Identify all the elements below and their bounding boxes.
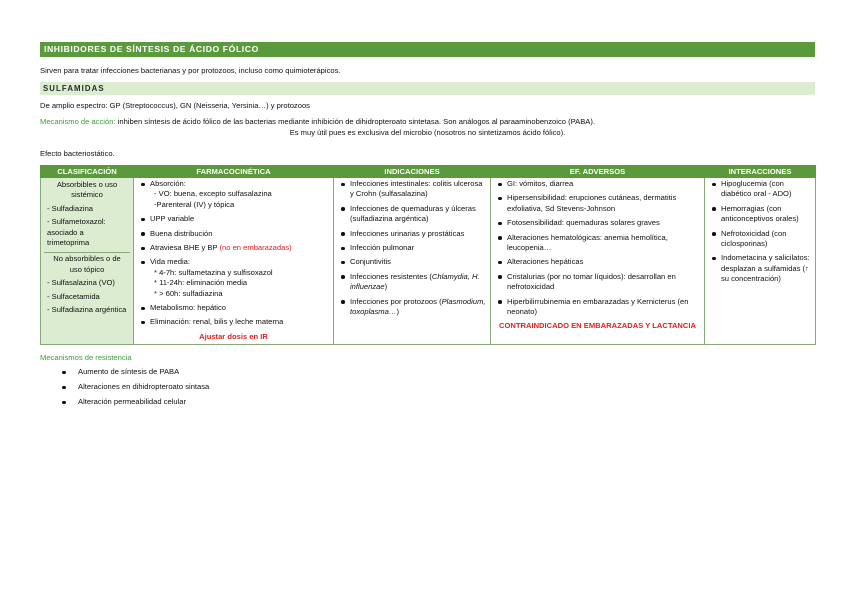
list-item (350, 297, 487, 318)
mechanism-line2: Es muy útil pues es exclusiva del microbio (nosotros no sintetizamos ácido fólico). (289, 128, 566, 137)
list-item: Infecciones urinarias y prostáticas (350, 229, 487, 239)
ind-italic: Plasmodium, toxoplasma… (350, 296, 486, 317)
pk-vida-media: Vida media: (150, 257, 190, 267)
class-item: - Sulfacetamida (47, 291, 100, 301)
list-item: Hemorragias (con anticonceptivos orales) (721, 204, 812, 225)
document-page (40, 42, 815, 412)
header-efectos-adversos: EF. ADVERSOS (491, 166, 705, 178)
list-item: Alteración permeabilidad celular (78, 397, 815, 407)
ind-text: Infecciones por protozoos ( (350, 296, 442, 306)
mechanism-text: inhiben síntesis de ácido fólico de las bacterias mediante inhibición de dihidropteroato sintetasa. Son análogos al paraaminobenzoico (PABA). (115, 117, 595, 126)
adverse-effects-cell (491, 178, 705, 345)
list-item: Infecciones de quemaduras y úlceras (sulfadiazina argéntica) (350, 204, 487, 225)
list-item: GI: vómitos, diarrea (507, 179, 701, 189)
list-item: Conjuntivitis (350, 257, 487, 267)
section-title: SULFAMIDAS (40, 82, 815, 95)
class-item: - Sulfametoxazol: asociado a trimetoprima (47, 217, 106, 248)
page-title: INHIBIDORES DE SÍNTESIS DE ÁCIDO FÓLICO (40, 42, 815, 57)
list-item: Aumento de síntesis de PABA (78, 367, 815, 377)
mechanism-label: Mecanismo de acción: (40, 117, 116, 126)
list-item: Buena distribución (150, 229, 330, 239)
class-item: - Sulfadiazina argéntica (47, 305, 127, 315)
list-item: Eliminación: renal, bilis y leche materna (150, 317, 330, 327)
list-item: Hipersensibilidad: erupciones cutáneas, dermatitis exfoliativa, Sd Stevens-Johnson (507, 193, 701, 214)
list-item: Nefrotoxicidad (con ciclosporinas) (721, 229, 812, 250)
list-item: UPP variable (150, 214, 330, 224)
list-item: Infecciones intestinales: colitis ulcerosa y Crohn (sulfasalazina) (350, 179, 487, 200)
absorbible-heading: Absorbibles o uso sistémico (56, 180, 118, 200)
list-item: Alteraciones hepáticas (507, 257, 701, 267)
list-item: Hipoglucemia (con diabético oral - ADO) (721, 179, 812, 200)
list-item: Indometacina y salicilatos: desplazan a sulfamidas (↑ su concentración) (721, 253, 812, 284)
list-item: Fotosensibilidad: quemaduras solares graves (507, 218, 701, 228)
ind-text: Infecciones resistentes ( (350, 271, 432, 281)
non-absorbible-heading: No absorbibles o de uso tópico (53, 254, 121, 274)
list-item (150, 179, 330, 210)
pk-absorcion: Absorción: (150, 179, 186, 188)
sulfamidas-table (40, 165, 816, 345)
list-item: Hiperbilirrubinemia en embarazadas y Kernicterus (en neonato) (507, 297, 701, 318)
table-row (41, 178, 816, 345)
classification-cell (41, 178, 134, 345)
adjust-dose-note: Ajustar dosis en IR (199, 331, 268, 341)
pharmacokinetics-cell (134, 178, 334, 345)
table-header-row (41, 166, 816, 178)
list-item: Infección pulmonar (350, 243, 487, 253)
pk-atraviesa-warning: (no en embarazadas) (219, 243, 292, 253)
pk-vm3: * > 60h: sulfadiazina (154, 288, 223, 298)
list-item (150, 243, 330, 253)
pk-vm1: * 4-7h: sulfametazina y sulfisoxazol (154, 267, 273, 277)
header-farmacocinetica: FARMACOCINÉTICA (134, 166, 334, 178)
ind-italic: Chlamydia, H. influenzae (350, 271, 480, 292)
list-item: Alteraciones en dihidropteroato sintasa (78, 382, 815, 392)
indications-cell (334, 178, 491, 345)
list-item: Alteraciones hematológicas: anemia hemolítica, leucopenia… (507, 233, 701, 254)
contraindication-note: CONTRAINDICADO EN EMBARAZADAS Y LACTANCIA (498, 321, 696, 331)
pk-vo: - VO: buena, excepto sulfasalazina (154, 189, 272, 199)
list-item (150, 257, 330, 299)
ind-text: ) (384, 282, 388, 292)
pk-vm2: * 11-24h: eliminación media (154, 278, 248, 288)
pk-parenteral: -Parenteral (IV) y tópica (154, 199, 235, 209)
list-item: Metabolismo: hepático (150, 303, 330, 313)
resistance-list (40, 367, 815, 407)
ind-text: ) (396, 307, 399, 317)
pk-atraviesa: Atraviesa BHE y BP (150, 243, 220, 253)
mechanism-paragraph (40, 117, 815, 127)
resistance-title: Mecanismos de resistencia (40, 353, 132, 363)
header-interacciones: INTERACCIONES (705, 166, 816, 178)
header-indicaciones: INDICACIONES (334, 166, 491, 178)
class-item: - Sulfasalazina (VO) (47, 278, 115, 288)
interactions-cell (705, 178, 816, 345)
effect-text: Efecto bacteriostático. (40, 149, 115, 158)
class-item: - Sulfadiazina (47, 203, 94, 213)
list-item: Cristalurias (por no tomar líquidos): desarrollan en nefrotoxicidad (507, 272, 701, 293)
intro-text: Sirven para tratar infecciones bacterianas y por protozoos, incluso como quimioterápicos. (40, 66, 341, 75)
list-item (350, 272, 487, 293)
header-clasificacion: CLASIFICACIÓN (41, 166, 134, 178)
spectrum-text: De amplio espectro: GP (Streptococcus), GN (Neisseria, Yersinia…) y protozoos (40, 101, 310, 110)
